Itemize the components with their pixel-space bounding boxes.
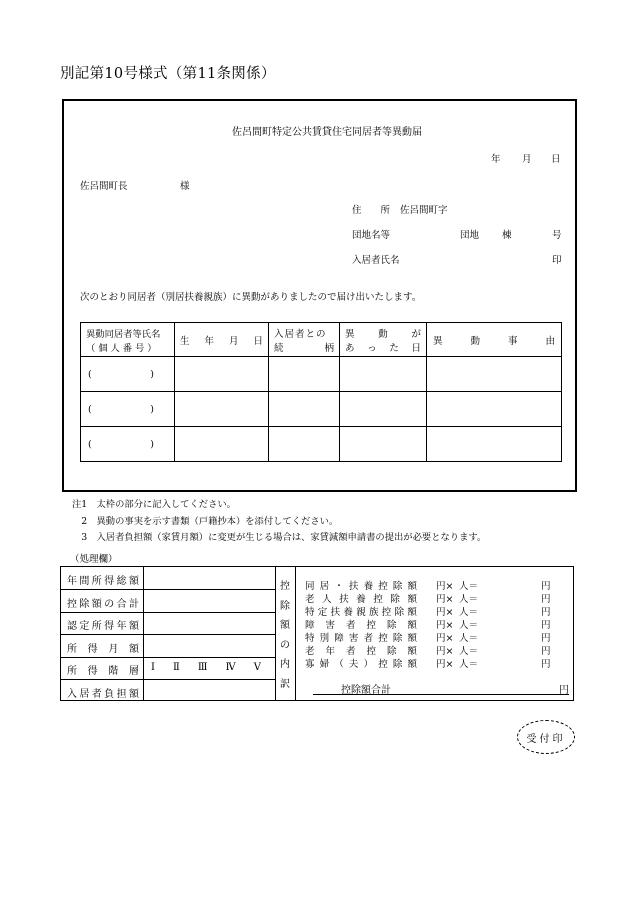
unit-times: 円× (436, 633, 454, 644)
label-char: 得 (87, 666, 98, 677)
tier-option[interactable]: Ⅲ (197, 662, 208, 673)
movement-date-cell[interactable] (340, 392, 427, 427)
unit-times: 円× (436, 620, 454, 631)
ded-char: 控 (381, 607, 392, 618)
tier-option[interactable]: Ⅳ (225, 662, 236, 673)
yen-unit: 円 (541, 659, 551, 670)
ded-char: 婦 (319, 659, 330, 670)
row-line (61, 589, 275, 590)
header-reason-char: 動 (470, 335, 480, 347)
ded-char: 人 (322, 594, 332, 605)
ded-char: 定 (317, 607, 328, 618)
ded-char: 老 (305, 594, 315, 605)
date-month-label: 月 (522, 154, 532, 165)
paren-open: ( (88, 368, 92, 380)
person-eq: 人＝ (459, 594, 479, 605)
form-frame (62, 99, 577, 492)
name-cell[interactable] (81, 357, 175, 392)
label-char: 定 (79, 621, 90, 632)
ded-char: 額 (407, 633, 417, 644)
tier-option[interactable]: Ⅴ (253, 662, 261, 673)
complex-building: 棟 (502, 230, 512, 241)
paren-open: ( (88, 403, 92, 415)
reason-cell[interactable] (427, 392, 562, 427)
relation-cell[interactable] (269, 427, 340, 462)
address-value: 佐呂間町字 (400, 205, 448, 216)
label-char: 者 (91, 689, 102, 700)
header-birth-char: 日 (253, 335, 263, 347)
ded-char: 害 (348, 633, 359, 644)
ded-char: （ (334, 659, 344, 670)
note-2: 2 異動の事実を示す書類（戸籍抄本）を添付してください。 (72, 516, 339, 527)
unit-times: 円× (436, 659, 454, 670)
header-birth-char: 生 (180, 335, 190, 347)
person-eq: 人＝ (459, 646, 479, 657)
label-char: 控 (67, 599, 77, 610)
row-label-annual-income (67, 572, 139, 587)
paren-close: ) (150, 403, 154, 415)
header-date-char: っ (367, 342, 377, 354)
person-eq: 人＝ (459, 633, 479, 644)
label-char: 担 (116, 689, 127, 700)
ded-char: 除 (386, 620, 397, 631)
header-reason-char: 由 (545, 335, 555, 347)
ded-char: ） (363, 659, 374, 670)
ded-char: 害 (325, 620, 335, 631)
ded-char: 額 (407, 646, 417, 657)
ded-char: 別 (319, 633, 330, 644)
header-date-char: 動 (378, 328, 388, 340)
unit-times: 円× (436, 607, 454, 618)
name-cell[interactable] (81, 427, 175, 462)
label-char: 額 (128, 644, 139, 655)
table-row (81, 427, 562, 462)
label-char: 所 (67, 666, 77, 677)
paren-open: ( (88, 438, 92, 450)
person-eq: 人＝ (459, 581, 479, 592)
note-3: 3 入居者負担額（家賃月額）に変更が生じる場合は、家賃減額申請書の提出が必要となります。 (72, 532, 487, 543)
person-eq: 人＝ (459, 659, 479, 670)
ded-char: 扶 (330, 607, 341, 618)
ded-char: 居 (319, 581, 330, 592)
label-char: 得 (104, 621, 115, 632)
vertical-char: の (280, 639, 290, 651)
yen-unit: 円 (541, 581, 551, 592)
ded-char: 寡 (305, 659, 315, 670)
complex-label: 団地名等 (352, 230, 391, 241)
header-date-char: あ (345, 342, 355, 354)
deduction-total-label: 控除額合計 (341, 685, 391, 696)
yen-unit: 円 (541, 607, 551, 618)
deduction-total-line (313, 681, 569, 695)
ded-char: 控 (366, 620, 376, 631)
ded-char: 者 (363, 633, 374, 644)
unit-times: 円× (436, 594, 454, 605)
movement-date-cell[interactable] (340, 427, 427, 462)
vertical-char: 訳 (280, 678, 290, 690)
vertical-char: 内 (280, 659, 290, 671)
header-reason-char: 事 (507, 335, 518, 347)
header-movement-date (340, 323, 427, 357)
person-eq: 人＝ (459, 620, 479, 631)
ded-char: 控 (366, 646, 376, 657)
row-line (61, 657, 275, 658)
statement-text: 次のとおり同居者（別居扶養親族）に異動がありましたので届け出いたします。 (80, 292, 422, 303)
date-year-label: 年 (491, 154, 501, 165)
deduction-total-unit: 円 (559, 685, 569, 696)
header-relation-char: 柄 (324, 342, 334, 354)
label-char: 額 (91, 599, 102, 610)
addressee-honorific: 様 (180, 181, 190, 192)
ded-char: 除 (392, 633, 403, 644)
row-label-monthly-income (67, 640, 139, 655)
vertical-char: 除 (280, 600, 290, 612)
table-row (81, 357, 562, 392)
ded-char: 除 (386, 646, 397, 657)
processing-title: （処理欄） (70, 554, 118, 565)
ded-char: 養 (343, 607, 353, 618)
label-char: 除 (79, 599, 90, 610)
yen-unit: 円 (541, 620, 551, 631)
ded-char: 除 (394, 607, 405, 618)
ded-char: 夫 (348, 659, 359, 670)
complex-number: 号 (552, 230, 562, 241)
deduction-breakdown-vertical-label (275, 567, 295, 700)
address-label: 住 所 (352, 205, 391, 216)
label-char: 入 (67, 689, 77, 700)
ded-char: 控 (378, 581, 388, 592)
ded-char: 控 (378, 659, 388, 670)
row-label-certified-income (67, 617, 139, 632)
movement-date-cell[interactable] (340, 357, 427, 392)
label-char: 額 (128, 689, 139, 700)
relation-cell[interactable] (269, 392, 340, 427)
ded-char: 年 (325, 646, 335, 657)
header-reason-char: 異 (433, 335, 443, 347)
label-char: の (104, 599, 115, 610)
paren-close: ) (150, 438, 154, 450)
row-label-deduction-total (67, 595, 139, 610)
label-char: 得 (87, 644, 98, 655)
ded-char: 除 (392, 659, 403, 670)
note-1: 注1 太枠の部分に記入してください。 (72, 499, 236, 510)
row-label-resident-burden (67, 685, 139, 700)
ded-char: 者 (345, 620, 356, 631)
row-line (61, 634, 275, 635)
birthdate-cell[interactable] (175, 357, 269, 392)
ded-char: 族 (368, 607, 379, 618)
reception-stamp: 受付印 (517, 720, 575, 754)
label-char: 所 (67, 644, 77, 655)
ded-char: 控 (373, 594, 383, 605)
form-heading: 佐呂間町特定公共賃貸住宅同居者等異動届 (232, 127, 422, 138)
header-relation-line1: 入居者との (274, 328, 327, 340)
label-char: 得 (104, 576, 115, 587)
ded-char: 控 (378, 633, 388, 644)
unit-times: 円× (436, 581, 454, 592)
label-char: 階 (108, 666, 119, 677)
row-line (61, 679, 275, 680)
header-name-line2: （ 個 人 番 号 ） (86, 342, 157, 354)
ded-char: 特 (305, 633, 315, 644)
header-date-char: 日 (411, 342, 421, 354)
movement-table (80, 322, 562, 462)
label-char: 層 (128, 666, 139, 677)
ded-char: 額 (407, 607, 417, 618)
header-date-char: が (411, 328, 421, 340)
label-char: 合 (116, 599, 127, 610)
birthdate-cell[interactable] (175, 427, 269, 462)
header-relation (269, 323, 340, 357)
processing-box (60, 566, 574, 701)
ded-char: ・ (334, 581, 344, 592)
vertical-label-divider (295, 567, 296, 700)
label-char: 居 (79, 689, 90, 700)
yen-unit: 円 (541, 594, 551, 605)
form-number-title: 別記第10号様式（第11条関係） (60, 66, 276, 82)
header-date-char: た (389, 342, 399, 354)
ded-char: 同 (305, 581, 315, 592)
ded-char: 額 (407, 659, 417, 670)
seal-mark: 印 (552, 255, 562, 266)
ded-char: 除 (390, 594, 400, 605)
ded-char: 額 (407, 620, 417, 631)
table-row (81, 392, 562, 427)
label-char: 月 (108, 644, 119, 655)
name-cell[interactable] (81, 392, 175, 427)
unit-times: 円× (436, 646, 454, 657)
header-name (81, 323, 175, 357)
ded-char: 除 (392, 581, 403, 592)
label-char: 額 (128, 621, 139, 632)
header-name-line1: 異動同居者等氏名 (86, 328, 161, 340)
vertical-char: 控 (280, 581, 290, 593)
row-line (61, 612, 275, 613)
ded-char: 額 (407, 581, 417, 592)
ded-char: 養 (363, 581, 374, 592)
row-label-income-tier (67, 662, 139, 677)
paren-close: ) (150, 368, 154, 380)
complex-danchi: 団地 (460, 230, 480, 241)
label-char: 総 (116, 576, 127, 587)
person-eq: 人＝ (459, 607, 479, 618)
yen-unit: 円 (541, 646, 551, 657)
label-char: 所 (91, 621, 102, 632)
ded-char: 障 (334, 633, 344, 644)
header-birth-char: 月 (228, 335, 239, 347)
ded-char: 額 (407, 594, 417, 605)
yen-unit: 円 (541, 633, 551, 644)
ded-char: 特 (305, 607, 315, 618)
header-relation-char: 続 (274, 342, 284, 354)
header-date-char: 異 (345, 328, 355, 340)
reason-cell[interactable] (427, 357, 562, 392)
header-birth-char: 年 (204, 335, 214, 347)
ded-char: 扶 (348, 581, 359, 592)
ded-char: 老 (305, 646, 315, 657)
vertical-char: 額 (280, 620, 290, 632)
ded-char: 者 (345, 646, 356, 657)
movement-table-header (81, 323, 562, 357)
label-char: 年 (116, 621, 127, 632)
label-char: 認 (67, 621, 77, 632)
label-char: 年 (67, 576, 77, 587)
header-birthdate (175, 323, 269, 357)
ded-char: 親 (356, 607, 366, 618)
label-char: 間 (79, 576, 90, 587)
addressee: 佐呂間町長 (80, 181, 128, 192)
label-char: 負 (104, 689, 115, 700)
ded-char: 養 (356, 594, 366, 605)
label-char: 所 (91, 576, 102, 587)
tier-option[interactable]: Ⅰ (151, 662, 155, 673)
income-tier-options (151, 662, 261, 673)
tier-option[interactable]: Ⅱ (173, 662, 180, 673)
date-day-label: 日 (551, 154, 561, 165)
ded-char: 障 (305, 620, 315, 631)
header-reason (427, 323, 562, 357)
relation-cell[interactable] (269, 357, 340, 392)
label-char: 計 (128, 599, 139, 610)
birthdate-cell[interactable] (175, 392, 269, 427)
ded-char: 扶 (339, 594, 349, 605)
label-char: 額 (128, 576, 139, 587)
resident-name-label: 入居者氏名 (352, 255, 400, 266)
reason-cell[interactable] (427, 427, 562, 462)
